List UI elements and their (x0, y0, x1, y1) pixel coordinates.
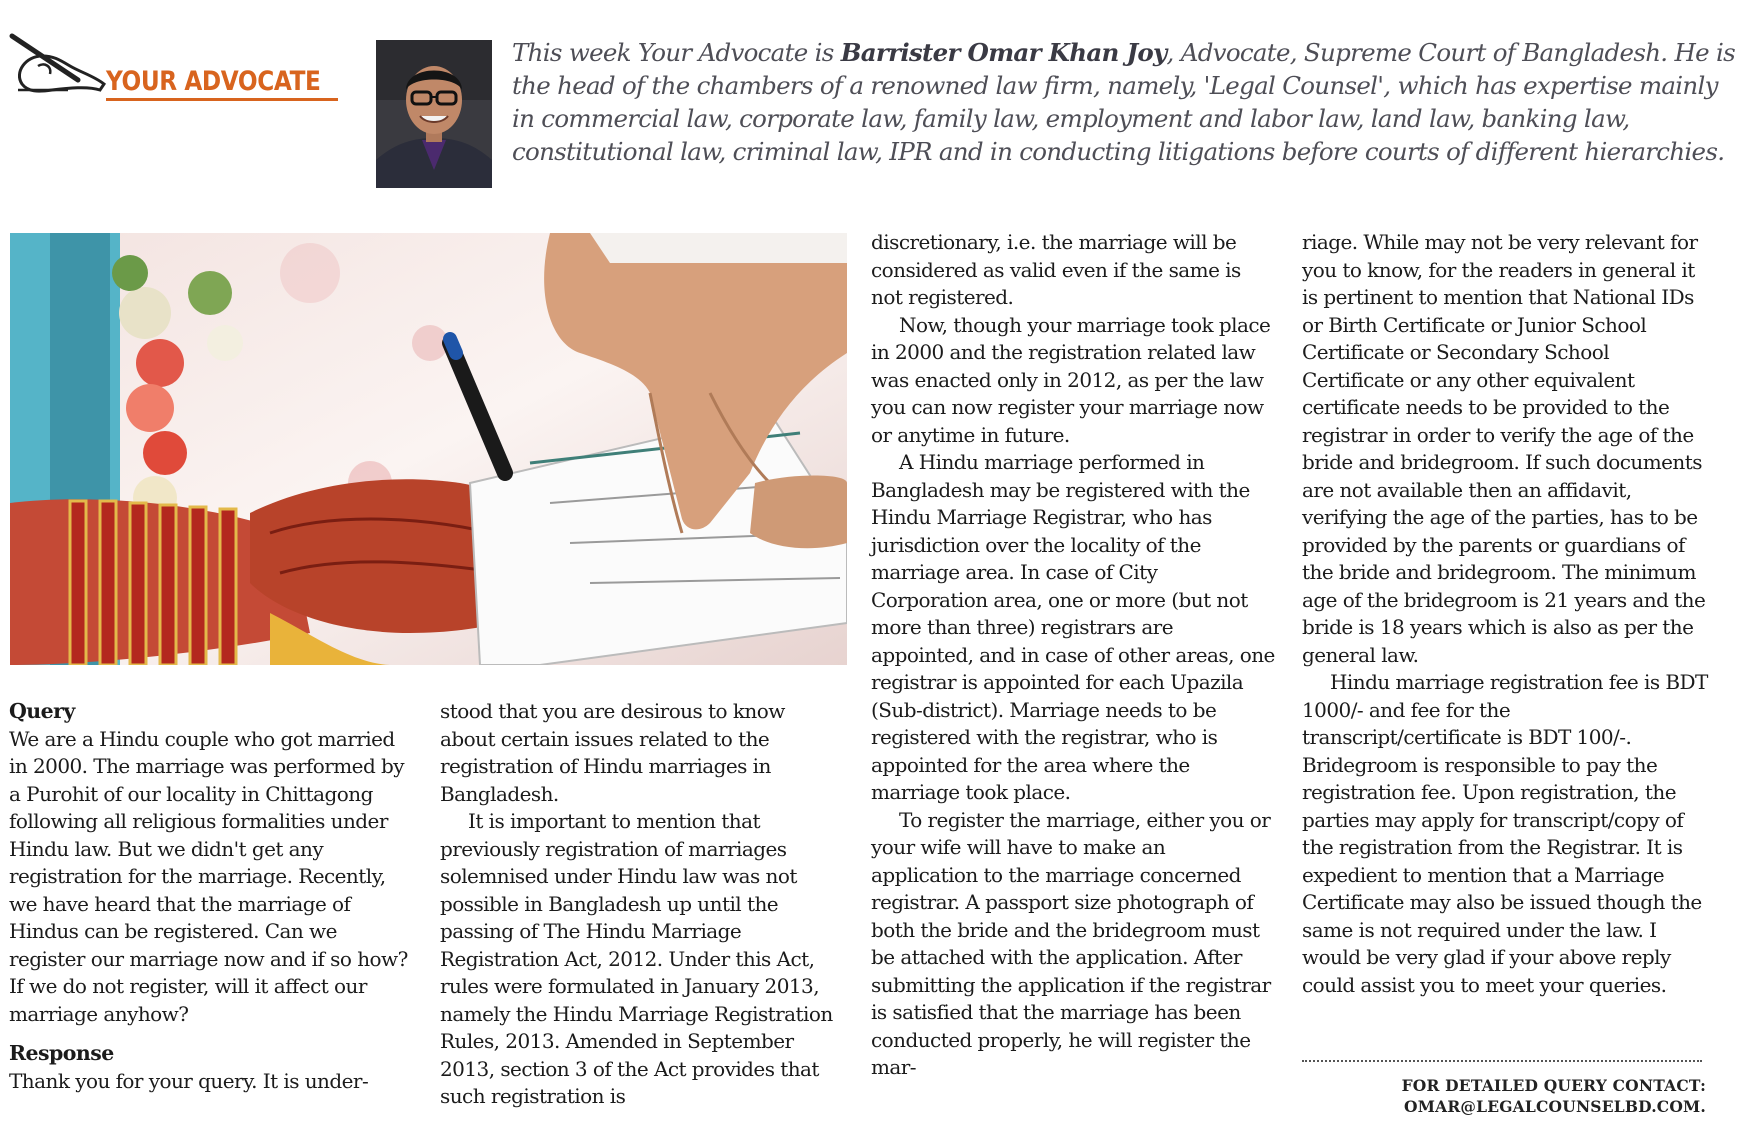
paragraph-age-verification: riage. While may not be very relevant for you to know, for the readers in general it is pertinent to mention that National IDs or Birth Certificate or Junior School Certificate or Secondary School Certificate or any other equivalent certificate needs to be provided to the registrar in order to verify the age of the bride and bridegroom. If such documents are not available then an affidavit, verifying the age of the parties, has to be provided by the parents or guardians of the bride and bridegroom. The minimum age of the bridegroom is 21 years and the bride is 18 years which is also as per the general law. (1302, 230, 1706, 667)
paragraph-register-now: Now, though your marriage took place in 2000 and the registration related law was enacted only in 2012, as per the law you can now register your marriage now or anytime in future. (871, 312, 1271, 447)
contact-block (1402, 1075, 1706, 1117)
footer-divider (1302, 1060, 1702, 1062)
title-underline (106, 98, 338, 101)
paragraph-discretionary: discretionary, i.e. the marriage will be considered as valid even if the same is not registered. (871, 230, 1241, 309)
contact-label: FOR DETAILED QUERY CONTACT: (1401, 1076, 1706, 1095)
wedding-registration-photo (10, 233, 847, 665)
paragraph-application-start: To register the marriage, either you or your wife will have to make an application to the marriage concerned registrar. A passport size photograph of both the bride and the bridegroom must be attached with the application. After submitting the application if the registrar is satisfied that the marriage has been conducted properly, he will register the mar- (871, 807, 1271, 1079)
response-heading: Response (9, 1041, 114, 1065)
intro-lead: This week Your Advocate is (512, 38, 841, 67)
paragraph-registrar-jurisdiction: A Hindu marriage performed in Bangladesh may be registered with the Hindu Marriage Registrar, who has jurisdiction over the locality of the marriage area. In case of City Corporation area, one or more (but not more than three) registrars are appointed, and in case of other areas, one registrar is appointed for each Upazila (Sub-district). Marriage needs to be registered with the registrar, who is appointed for the area where the marriage took place. (871, 450, 1275, 804)
intro-description: , Advocate, Supreme Court of Bangladesh. He is the head of the chambers of a renowned law firm, namely, 'Legal Counsel', which has expertise mainly in commercial law, corporate law, family law, employment and labor law, land law, banking law, constitutional law, criminal law, IPR and in conducting litigations before courts of different hierarchies. (512, 38, 1736, 166)
author-intro (512, 36, 1742, 168)
article-column-1 (9, 698, 409, 1095)
response-intro-continued: stood that you are desirous to know about certain issues related to the registration of Hindu marriages in Bangladesh. (440, 699, 785, 806)
query-heading: Query (9, 699, 75, 723)
paragraph-registration-act: It is important to mention that previously registration of marriages solemnised under Hindu law was not possible in Bangladesh up until the passing of The Hindu Marriage Registration Act, 2012. Under this Act, rules were formulated in January 2013, namely the Hindu Marriage Registration Rules, 2013. Amended in September 2013, section 3 of the Act provides that such registration is (440, 809, 833, 1108)
column-logo (8, 32, 348, 112)
query-text: We are a Hindu couple who got married in 2000. The marriage was performed by a Purohit of our locality in Chittagong following all religious formalities under Hindu law. But we didn't get any registration for the marriage. Recently, we have heard that the marriage of Hindus can be registered. Can we register our marriage now and if so how? If we do not register, will it affect our marriage anyhow? (9, 726, 408, 1026)
advocate-portrait (376, 40, 492, 188)
column-title: YOUR ADVOCATE (106, 66, 321, 97)
article-column-2 (440, 698, 845, 1111)
paragraph-registration-fee: Hindu marriage registration fee is BDT 1000/- and fee for the transcript/certificate is BDT 100/-. Bridegroom is responsible to pay the registration fee. Upon registration, the parties may apply for transcript/copy of the registration from the Registrar. It is expedient to mention that a Marriage Certificate may also be issued though the same is not required under the law. I would be very glad if your above reply could assist you to meet your queries. (1302, 670, 1708, 997)
intro-author-name: Barrister Omar Khan Joy (840, 38, 1167, 67)
article-column-4 (1302, 229, 1712, 999)
pen-hand-icon (8, 32, 108, 102)
response-intro-start: Thank you for your query. It is under- (9, 1068, 369, 1093)
contact-email[interactable]: OMAR@LEGALCOUNSELBD.COM. (1404, 1097, 1706, 1116)
article-column-3 (871, 229, 1276, 1082)
